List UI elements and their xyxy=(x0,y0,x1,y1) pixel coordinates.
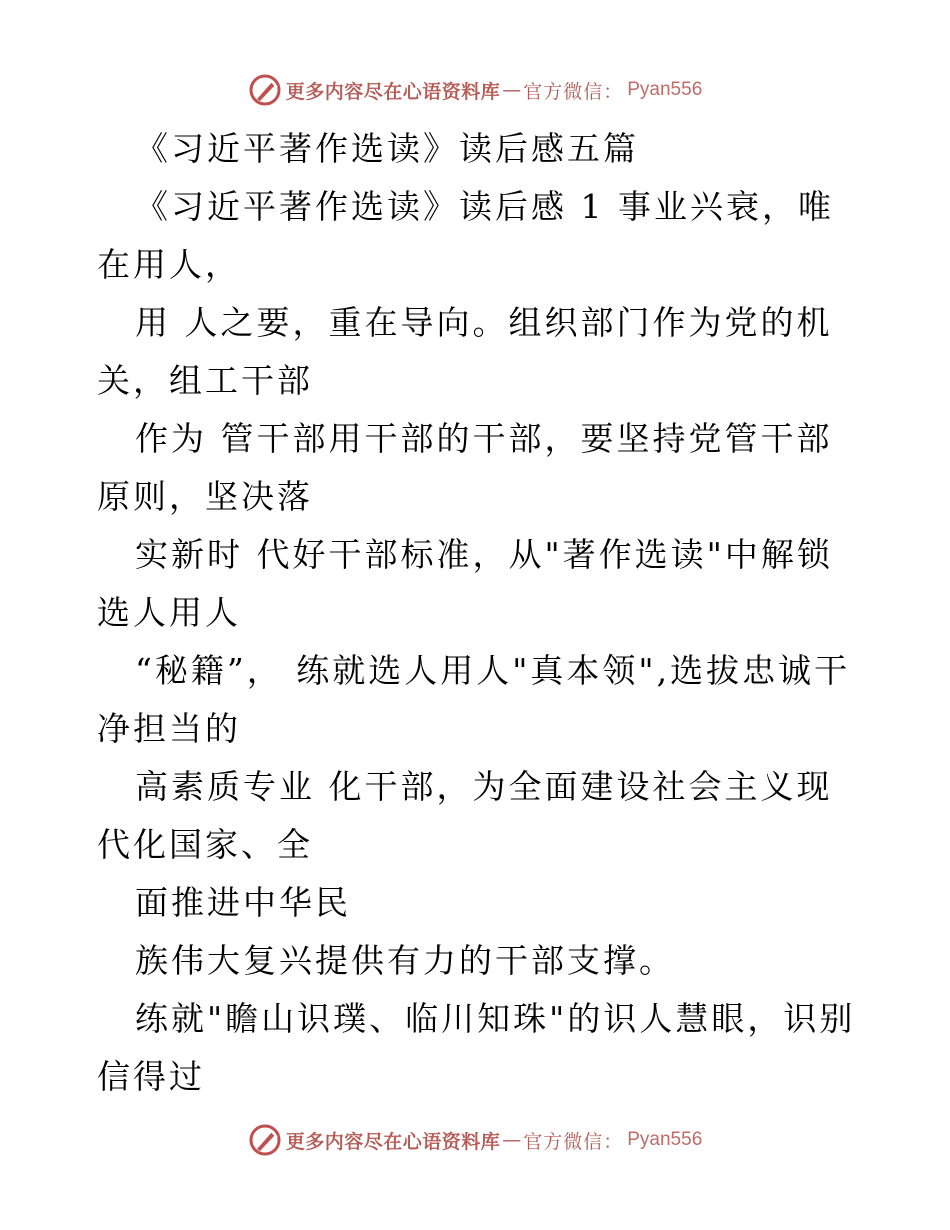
paragraph-8: 族伟大复兴提供有力的干部支撑。 xyxy=(135,941,675,980)
paragraph-2: 用 人之要，重在导向。组织部门作为党的机关，组工干部 xyxy=(97,303,833,400)
paragraph-1: 《习近平著作选读》读后感 1 事业兴衰，唯在用人， xyxy=(97,187,834,284)
paragraph-7: 面推进中华民 xyxy=(135,883,351,922)
watermark-wechat-id: Pyan556 xyxy=(627,79,703,100)
paragraph-6: 高素质专业 化干部，为全面建设社会主义现代化国家、全 xyxy=(97,767,833,864)
paragraph-5: “秘籍”， 练就选人用人"真本领",选拔忠诚干净担当的 xyxy=(97,651,851,748)
document-body xyxy=(97,120,857,1106)
paragraph-4: 实新时 代好干部标准，从"著作选读"中解锁选人用人 xyxy=(97,535,833,632)
watermark-dash: — xyxy=(502,79,522,101)
watermark-dash: — xyxy=(502,1129,522,1151)
watermark-wechat-id: Pyan556 xyxy=(627,1129,703,1150)
watermark-official-text: 官方微信： xyxy=(523,1130,624,1153)
watermark-site-text: 更多内容尽在心语资料库 xyxy=(285,80,501,103)
paragraph-3: 作为 管干部用干部的干部，要坚持党管干部原则，坚决落 xyxy=(97,419,833,516)
footer-watermark xyxy=(0,1120,950,1160)
quill-logo-icon xyxy=(248,1123,282,1157)
quill-logo-icon xyxy=(248,73,282,107)
paragraph-9: 练就"瞻山识璞、临川知珠"的识人慧眼，识别信得过 xyxy=(97,999,856,1096)
watermark-site-text: 更多内容尽在心语资料库 xyxy=(285,1130,501,1153)
header-watermark xyxy=(0,70,950,110)
watermark-official-text: 官方微信： xyxy=(523,80,624,103)
document-title: 《习近平著作选读》读后感五篇 xyxy=(135,129,639,168)
